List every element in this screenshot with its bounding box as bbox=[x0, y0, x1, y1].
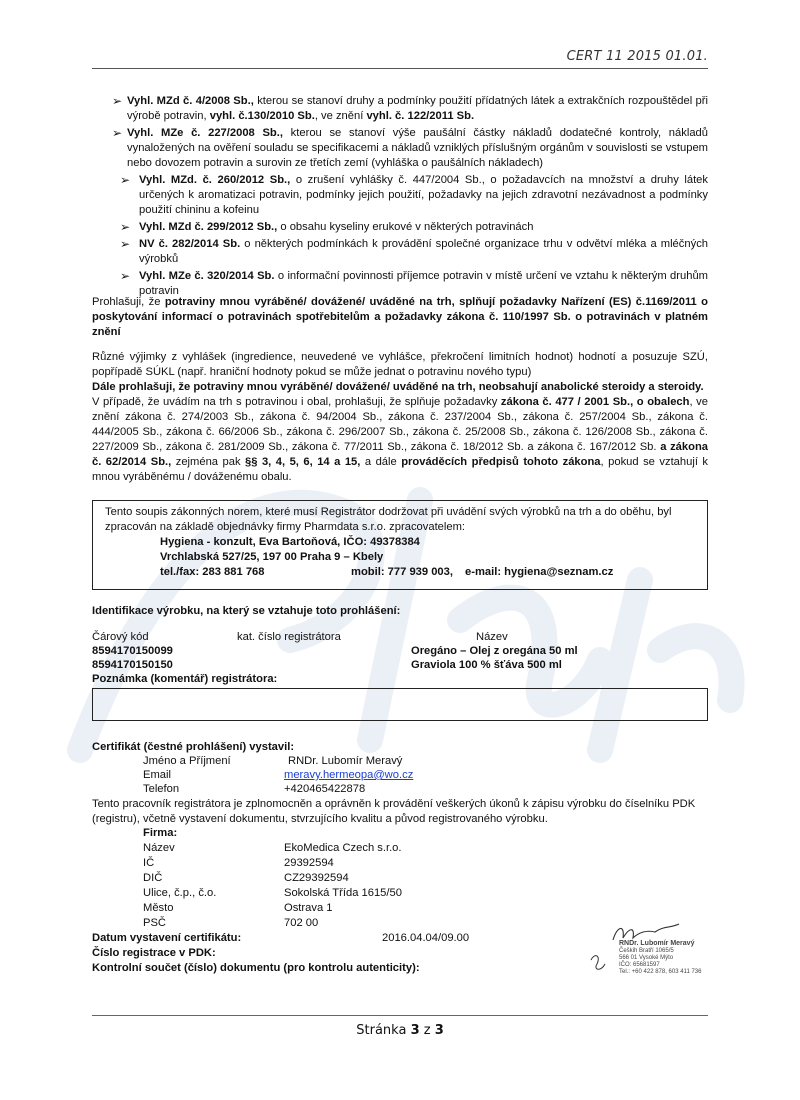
product-barcode: 8594170150150 bbox=[92, 659, 173, 671]
regulation-ref: Vyhl. MZe č. 320/2014 Sb. bbox=[139, 270, 275, 282]
issue-date: 2016.04.04/09.00 bbox=[382, 932, 470, 944]
arrow-bullet-icon: ➢ bbox=[120, 237, 131, 251]
firm-street: Sokolská Třída 1615/50 bbox=[284, 887, 402, 899]
document-code: CERT 11 2015 01.01. bbox=[566, 49, 708, 64]
identification-heading: Identifikace výrobku, na který se vztahuje toto prohlášení: bbox=[92, 605, 401, 617]
regulation-text: o obsahu kyseliny erukové v některých potravinách bbox=[277, 221, 534, 233]
list-item bbox=[92, 173, 708, 218]
issuer-name: RNDr. Lubomír Meravý bbox=[288, 755, 403, 767]
firm-city: Ostrava 1 bbox=[284, 902, 333, 914]
regulation-ref: Vyhl. MZe č. 227/2008 Sb., bbox=[127, 127, 283, 139]
regulation-text: kterou se stanoví výše paušální částky nákladů dodatečné kontroly, nákladů vynaložených na ověření souladu se specifikacemi a nákladů vzniklých příslušným orgánům v souvislosti se vstupem nebo dovozem potravin a surovin ze třetích zemí (vyhláška o paušálních nákladech) bbox=[127, 127, 708, 169]
checksum-label: Kontrolní součet (číslo) dokumentu (pro kontrolu autenticity): bbox=[92, 962, 420, 974]
stamp-phone: Tel.: +60 422 878, 603 411 736 bbox=[619, 968, 702, 975]
footer-divider bbox=[92, 1015, 708, 1016]
product-barcode: 8594170150099 bbox=[92, 645, 173, 657]
processor-address: Vrchlabská 527/25, 197 00 Praha 9 – Kbely bbox=[160, 551, 384, 563]
regulation-text: o zrušení vyhlášky č. 447/2004 Sb., o požadavcích na množství a druhy látek určených k aromatizaci potravin, podmínky jejich použití, požadavky na jejich zdravotní nezávadnost a podmínky použití chininu a kofeinu bbox=[139, 174, 709, 216]
issuer-email-link[interactable]: meravy.hermeopa@wo.cz bbox=[284, 769, 414, 781]
issue-date-label: Datum vystavení certifikátu: bbox=[92, 932, 242, 944]
regulation-ref: NV č. 282/2014 Sb. bbox=[139, 238, 241, 250]
note-box bbox=[92, 688, 708, 721]
regulation-ref: Vyhl. MZd č. 4/2008 Sb., bbox=[127, 95, 254, 107]
stamp-name: RNDr. Lubomír Meravý bbox=[619, 940, 695, 947]
firm-field-label: Název bbox=[143, 842, 175, 854]
stamp-city: 566 01 Vysoké Mýto bbox=[619, 954, 674, 961]
column-barcode: Čárový kód bbox=[92, 631, 149, 643]
signature-stamp bbox=[585, 912, 705, 982]
declaration-bold: potraviny mnou vyráběné/ dovážené/ uváděné na trh, splňují požadavky Nařízení (ES) č.1169/2011 o poskytování informací o potravinách spotřebitelům a požadavky zákona č. 110/1997 Sb. o potravinách v platném znění bbox=[92, 296, 708, 338]
firm-field-label: Město bbox=[143, 902, 174, 914]
steroids-paragraph: Dále prohlašuji, že potraviny mnou vyráběné/ dovážené/ uváděné na trh, neobsahují anabolické steroidy a steroidy. bbox=[92, 381, 704, 393]
firm-ic: 29392594 bbox=[284, 857, 334, 869]
product-name: Oregáno – Olej z oregána 50 ml bbox=[411, 645, 578, 657]
firm-field-label: Ulice, č.p., č.o. bbox=[143, 887, 217, 899]
regulation-text: kterou se stanoví druhy a podmínky použití přídatných látek a extrakčních rozpouštědel při výrobě potravin, bbox=[127, 95, 708, 122]
arrow-bullet-icon: ➢ bbox=[112, 126, 123, 140]
authority-paragraph: Tento pracovník registrátora je zplnomocněn a oprávněn k provádění veškerých úkonů k zápisu výrobku do číselníku PDK (registru), včetně vystavení dokumentu, stvrzujícího kvalitu a původ registrovaného výrobku. bbox=[92, 798, 696, 825]
certificate-heading: Certifikát (čestné prohlášení) vystavil: bbox=[92, 741, 295, 753]
column-catalog-number: kat. číslo registrátora bbox=[237, 631, 341, 643]
packaging-text: , pokud se vztahují k mnou vyráběnému / dováženému obalu. bbox=[92, 456, 709, 483]
declaration-paragraph bbox=[92, 295, 708, 340]
arrow-bullet-icon: ➢ bbox=[120, 173, 131, 187]
list-item bbox=[92, 237, 708, 267]
issuer-email-label: Email bbox=[143, 769, 171, 781]
packaging-paragraph bbox=[92, 395, 708, 485]
column-product-name: Název bbox=[476, 631, 508, 643]
page-label: Stránka bbox=[356, 1023, 411, 1038]
firm-dic: CZ29392594 bbox=[284, 872, 349, 884]
stamp-ico: IČO: 65681597 bbox=[619, 961, 660, 968]
header-divider bbox=[92, 68, 708, 69]
arrow-bullet-icon: ➢ bbox=[120, 269, 131, 283]
packaging-law: prováděcích předpisů tohoto zákona bbox=[401, 456, 601, 468]
page-number bbox=[0, 1022, 800, 1039]
issuer-phone: +420465422878 bbox=[284, 783, 366, 795]
packaging-text: , ve znění zákona č. 274/2003 Sb., zákona č. 94/2004 Sb., zákona č. 237/2004 Sb., zákona č. 257/2004 Sb., zákona č. 444/2005 Sb., zákona č. 66/2006 Sb., zákona č. 296/2007 Sb., zákona č. 25/2008 Sb., zákona č. 126/2008 Sb., zákona č. 227/2009 Sb., zákona č. 281/2009 Sb., zákona č. 77/2011 Sb., zákona č. 18/2012 Sb. a zákona č. 167/2012 Sb. bbox=[92, 396, 708, 453]
processor-name: Hygiena - konzult, Eva Bartoňová, IČO: 49378384 bbox=[160, 536, 420, 548]
list-item bbox=[92, 220, 708, 235]
product-name: Graviola 100 % šťáva 500 ml bbox=[411, 659, 562, 671]
exceptions-paragraph: Různé výjimky z vyhlášek (ingredience, neuvedené ve vyhlášce, překročení limitních hodnot) hodnotí a posuzuje SZÚ, popřípadě SÚKL (např. hraniční hodnoty pokud se může jednat o potravinu nového typu) bbox=[92, 351, 708, 378]
declaration-body bbox=[92, 350, 708, 485]
current-page: 3 bbox=[410, 1023, 420, 1038]
processor-phone: tel./fax: 283 881 768 bbox=[160, 566, 265, 578]
firm-name: EkoMedica Czech s.r.o. bbox=[284, 842, 402, 854]
pdk-number-label: Číslo registrace v PDK: bbox=[92, 947, 216, 959]
arrow-bullet-icon: ➢ bbox=[120, 220, 131, 234]
note-label: Poznámka (komentář) registrátora: bbox=[92, 673, 278, 685]
regulation-ref: Vyhl. MZd. č. 260/2012 Sb., bbox=[139, 174, 291, 186]
regulation-text: o informační povinnosti příjemce potravin v místě určení ve vztahu k některým druhům potravin bbox=[139, 270, 708, 297]
firm-field-label: IČ bbox=[143, 857, 155, 869]
issuer-phone-label: Telefon bbox=[143, 783, 180, 795]
arrow-bullet-icon: ➢ bbox=[112, 94, 123, 108]
regulation-text: o některých podmínkách k provádění společné organizace trhu v odvětví mléka a mléčných výrobků bbox=[139, 238, 709, 265]
packaging-text: a dále bbox=[360, 456, 402, 468]
list-item bbox=[92, 126, 708, 171]
list-item bbox=[92, 94, 708, 124]
regulation-ref: vyhl. č.130/2010 Sb. bbox=[209, 110, 315, 122]
processor-email: e-mail: hygiena@seznam.cz bbox=[465, 566, 614, 578]
firm-field-label: PSČ bbox=[143, 917, 167, 929]
packaging-sections: §§ 3, 4, 5, 6, 14 a 15, bbox=[245, 456, 361, 468]
issuer-name-label: Jméno a Příjmení bbox=[143, 755, 231, 767]
firm-postcode: 702 00 bbox=[284, 917, 319, 929]
processor-box bbox=[92, 500, 708, 590]
processor-mobile: mobil: 777 939 003, bbox=[351, 566, 453, 578]
packaging-law: zákona č. 477 / 2001 Sb., o obalech bbox=[500, 396, 690, 408]
declaration-text: Prohlašuji, že bbox=[92, 296, 165, 308]
regulation-text: , ve znění bbox=[314, 110, 367, 122]
regulation-ref: vyhl. č. 122/2011 Sb. bbox=[366, 110, 475, 122]
firm-field-label: DIČ bbox=[143, 872, 163, 884]
stamp-street: Čeških Bratří 1065/5 bbox=[619, 948, 674, 955]
total-pages: 3 bbox=[434, 1023, 444, 1038]
page-separator: z bbox=[419, 1023, 435, 1038]
packaging-text: V případě, že uvádím na trh s potravinou i obal, prohlašuji, že splňuje požadavky bbox=[92, 396, 501, 408]
processor-intro: Tento soupis zákonných norem, které musí Registrátor dodržovat při uvádění svých výrobků na trh a do oběhu, byl zpracován na základě objednávky firmy Pharmdata s.r.o. zpracovatelem: bbox=[105, 506, 672, 533]
packaging-law: a zákona č. 62/2014 Sb., bbox=[92, 441, 708, 468]
firm-heading: Firma: bbox=[143, 827, 178, 839]
regulation-ref: Vyhl. MZd č. 299/2012 Sb., bbox=[139, 221, 278, 233]
packaging-text: zejména pak bbox=[171, 456, 246, 468]
legislation-list bbox=[92, 94, 708, 301]
